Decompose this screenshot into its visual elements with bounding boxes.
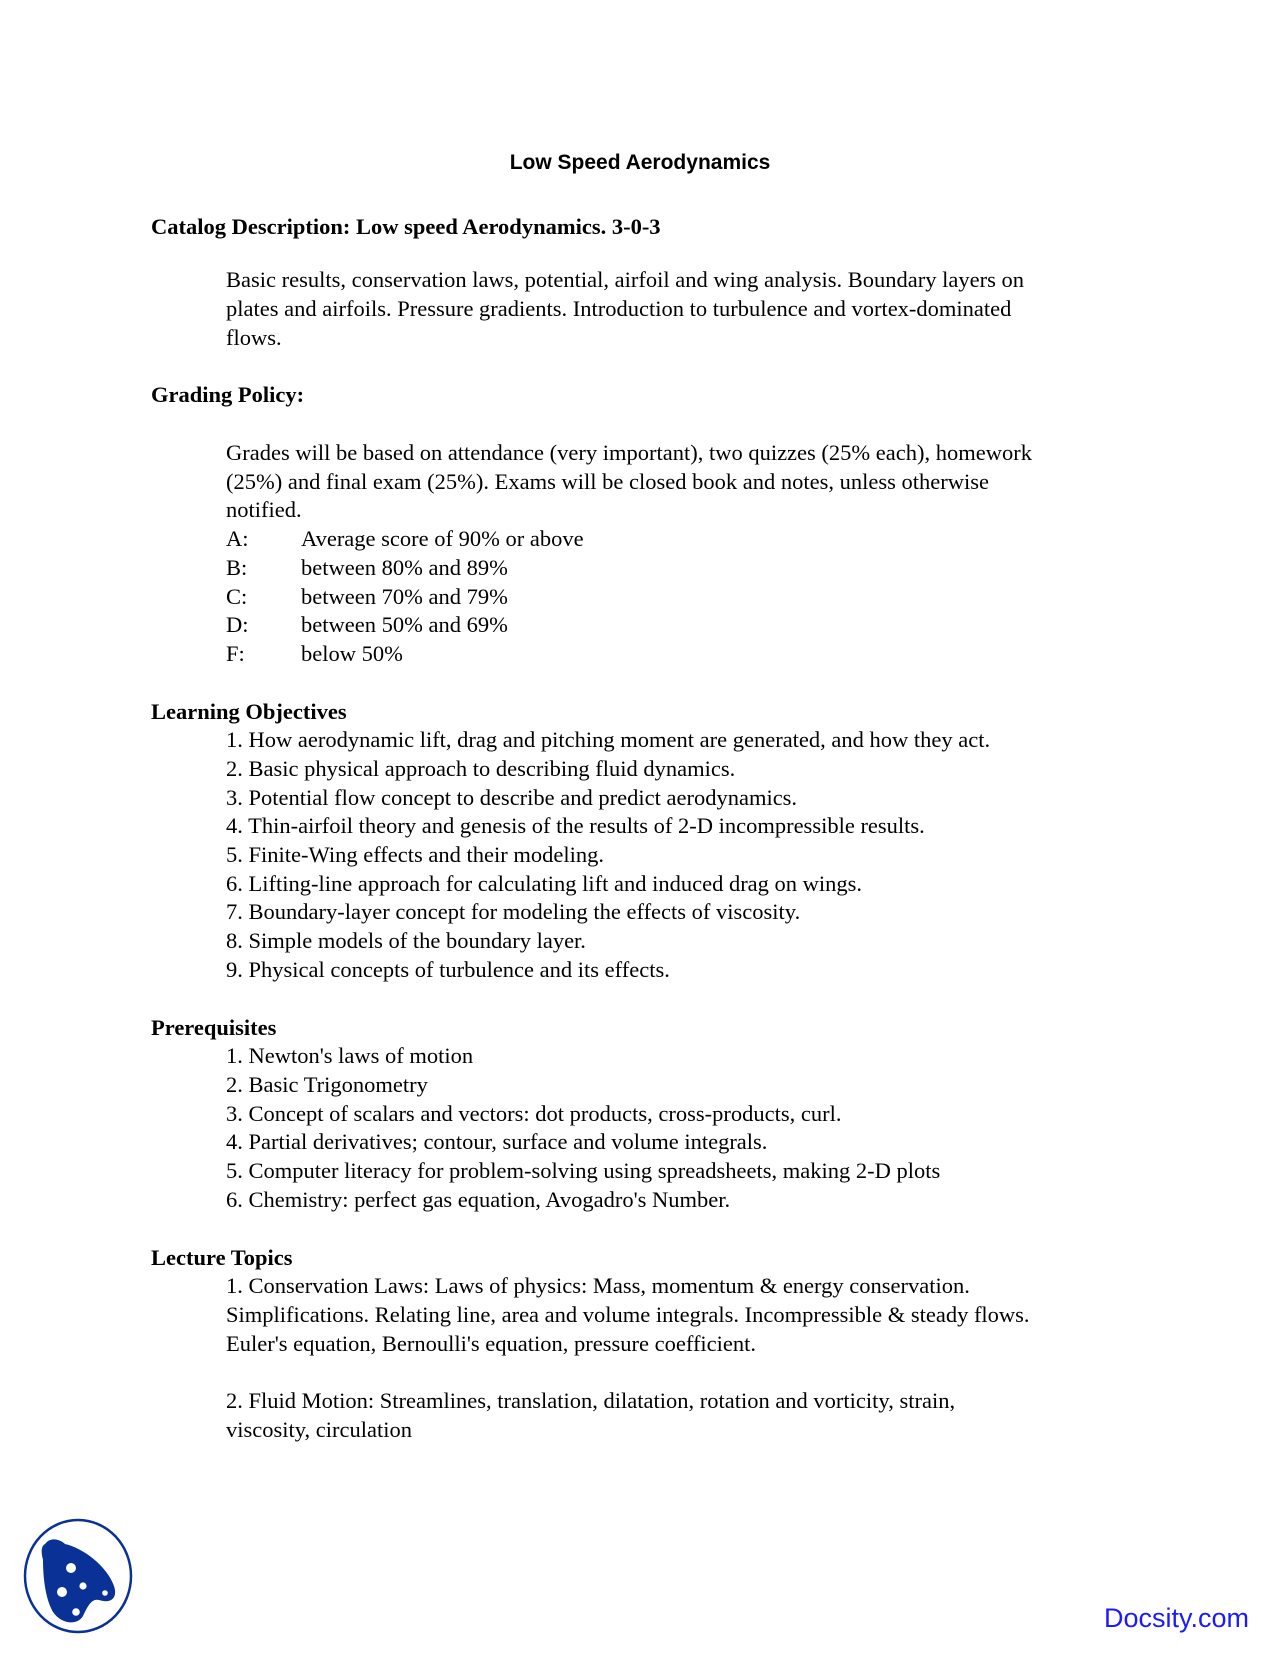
grade-letter: B: [226, 555, 248, 580]
grade-letter: D: [226, 612, 249, 637]
grade-description: below 50% [301, 641, 403, 666]
docsity-logo-icon[interactable] [21, 1516, 135, 1636]
grade-letter: A: [226, 526, 249, 551]
objective-item: 9. Physical concepts of turbulence and its effects. [226, 957, 670, 982]
grade-letter: C: [226, 584, 248, 609]
objective-item: 2. Basic physical approach to describing fluid dynamics. [226, 756, 736, 781]
objective-item: 1. How aerodynamic lift, drag and pitching moment are generated, and how they act. [226, 727, 991, 752]
objective-item: 3. Potential flow concept to describe and predict aerodynamics. [226, 785, 798, 810]
grading-text-line: notified. [226, 497, 302, 522]
catalog-heading: Catalog Description: Low speed Aerodynamics. 3-0-3 [151, 214, 661, 239]
prerequisite-item: 1. Newton's laws of motion [226, 1043, 474, 1068]
lecture-topics-heading: Lecture Topics [151, 1245, 293, 1270]
grade-letter: F: [226, 641, 245, 666]
prerequisite-item: 4. Partial derivatives; contour, surface and volume integrals. [226, 1129, 768, 1154]
grading-text-line: (25%) and final exam (25%). Exams will be closed book and notes, unless otherwise [226, 469, 989, 494]
prerequisite-item: 3. Concept of scalars and vectors: dot products, cross-products, curl. [226, 1101, 842, 1126]
catalog-text-line: flows. [226, 325, 282, 350]
grade-description: Average score of 90% or above [301, 526, 584, 551]
prerequisites-heading: Prerequisites [151, 1015, 277, 1040]
catalog-text-line: plates and airfoils. Pressure gradients. Introduction to turbulence and vortex-dominated [226, 296, 1012, 321]
prerequisite-item: 6. Chemistry: perfect gas equation, Avogadro's Number. [226, 1187, 731, 1212]
document-title: Low Speed Aerodynamics [509, 151, 771, 174]
lecture-topic-line: Simplifications. Relating line, area and volume integrals. Incompressible & steady flows. [226, 1302, 1030, 1327]
lecture-topic-line: Euler's equation, Bernoulli's equation, pressure coefficient. [226, 1331, 757, 1356]
grade-description: between 50% and 69% [301, 612, 508, 637]
lecture-topic-line: viscosity, circulation [226, 1417, 412, 1442]
docsity-brand-link[interactable]: Docsity.com [1104, 1603, 1250, 1633]
objective-item: 7. Boundary-layer concept for modeling the effects of viscosity. [226, 899, 801, 924]
catalog-text-line: Basic results, conservation laws, potential, airfoil and wing analysis. Boundary layers on [226, 267, 1024, 292]
objective-item: 6. Lifting-line approach for calculating lift and induced drag on wings. [226, 871, 863, 896]
grade-description: between 80% and 89% [301, 555, 508, 580]
objective-item: 5. Finite-Wing effects and their modeling. [226, 842, 604, 867]
prerequisite-item: 5. Computer literacy for problem-solving using spreadsheets, making 2-D plots [226, 1158, 941, 1183]
prerequisite-item: 2. Basic Trigonometry [226, 1072, 428, 1097]
objectives-heading: Learning Objectives [151, 699, 347, 724]
grading-text-line: Grades will be based on attendance (very important), two quizzes (25% each), homework [226, 440, 1032, 465]
objective-item: 4. Thin-airfoil theory and genesis of the results of 2-D incompressible results. [226, 813, 925, 838]
lecture-topic-line: 2. Fluid Motion: Streamlines, translation, dilatation, rotation and vorticity, strain, [226, 1388, 956, 1413]
lecture-topic-line: 1. Conservation Laws: Laws of physics: Mass, momentum & energy conservation. [226, 1273, 970, 1298]
grade-description: between 70% and 79% [301, 584, 508, 609]
grading-heading: Grading Policy: [151, 382, 305, 407]
objective-item: 8. Simple models of the boundary layer. [226, 928, 586, 953]
